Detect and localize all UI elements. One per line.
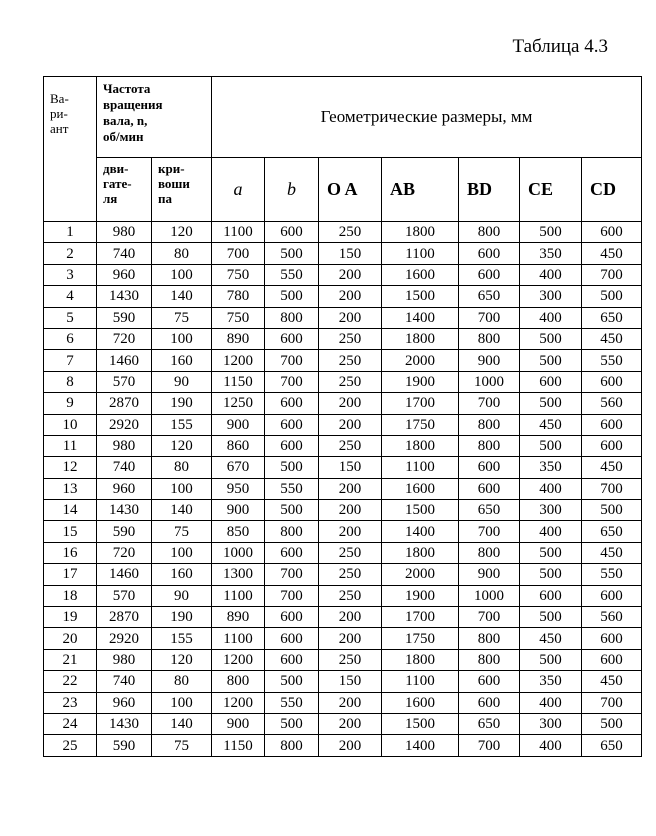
table-row xyxy=(44,649,642,670)
table-cell: 3 xyxy=(44,264,97,285)
header-geometry: Геометрические размеры, мм xyxy=(212,77,642,158)
table-row xyxy=(44,350,642,371)
table-cell: 400 xyxy=(520,264,582,285)
table-cell: 200 xyxy=(319,264,382,285)
header-dim-cd: CD xyxy=(582,158,642,222)
table-cell: 15 xyxy=(44,521,97,542)
table-cell: 500 xyxy=(265,500,319,521)
table-cell: 700 xyxy=(212,243,265,264)
table-cell: 1100 xyxy=(382,243,459,264)
table-cell: 500 xyxy=(520,607,582,628)
table-row xyxy=(44,243,642,264)
table-cell: 800 xyxy=(459,222,520,243)
table-cell: 100 xyxy=(152,542,212,563)
table-cell: 200 xyxy=(319,286,382,307)
table-cell: 400 xyxy=(520,735,582,756)
table-cell: 700 xyxy=(582,478,642,499)
table-cell: 1430 xyxy=(97,713,152,734)
table-cell: 21 xyxy=(44,649,97,670)
table-row xyxy=(44,264,642,285)
table-cell: 155 xyxy=(152,414,212,435)
table-cell: 1800 xyxy=(382,435,459,456)
table-cell: 450 xyxy=(582,671,642,692)
table-cell: 500 xyxy=(520,435,582,456)
table-cell: 19 xyxy=(44,607,97,628)
table-cell: 980 xyxy=(97,222,152,243)
table-cell: 980 xyxy=(97,649,152,670)
table-cell: 600 xyxy=(265,628,319,649)
table-cell: 4 xyxy=(44,286,97,307)
table-cell: 600 xyxy=(582,371,642,392)
table-cell: 500 xyxy=(265,671,319,692)
table-cell: 250 xyxy=(319,371,382,392)
table-cell: 1300 xyxy=(212,564,265,585)
table-cell: 800 xyxy=(459,649,520,670)
table-cell: 200 xyxy=(319,713,382,734)
table-cell: 700 xyxy=(459,307,520,328)
table-cell: 8 xyxy=(44,371,97,392)
table-cell: 850 xyxy=(212,521,265,542)
table-cell: 150 xyxy=(319,243,382,264)
table-cell: 300 xyxy=(520,500,582,521)
table-cell: 500 xyxy=(520,350,582,371)
table-cell: 16 xyxy=(44,542,97,563)
table-cell: 80 xyxy=(152,243,212,264)
table-cell: 960 xyxy=(97,478,152,499)
table-cell: 600 xyxy=(459,671,520,692)
table-cell: 100 xyxy=(152,692,212,713)
table-cell: 300 xyxy=(520,713,582,734)
table-cell: 600 xyxy=(265,393,319,414)
table-cell: 960 xyxy=(97,264,152,285)
table-cell: 500 xyxy=(520,222,582,243)
table-cell: 18 xyxy=(44,585,97,606)
table-cell: 155 xyxy=(152,628,212,649)
table-cell: 400 xyxy=(520,307,582,328)
table-cell: 700 xyxy=(459,735,520,756)
table-cell: 800 xyxy=(459,542,520,563)
table-cell: 600 xyxy=(265,328,319,349)
table-cell: 700 xyxy=(265,564,319,585)
table-row xyxy=(44,478,642,499)
table-cell: 250 xyxy=(319,649,382,670)
table-cell: 14 xyxy=(44,500,97,521)
header-dim-ce: CE xyxy=(520,158,582,222)
table-cell: 140 xyxy=(152,500,212,521)
table-cell: 700 xyxy=(459,393,520,414)
table-cell: 1700 xyxy=(382,393,459,414)
table-cell: 2870 xyxy=(97,393,152,414)
table-cell: 600 xyxy=(459,264,520,285)
table-cell: 800 xyxy=(459,435,520,456)
table-cell: 140 xyxy=(152,713,212,734)
table-cell: 6 xyxy=(44,328,97,349)
table-cell: 7 xyxy=(44,350,97,371)
table-cell: 900 xyxy=(212,414,265,435)
table-cell: 560 xyxy=(582,393,642,414)
table-cell: 1400 xyxy=(382,521,459,542)
table-cell: 1400 xyxy=(382,735,459,756)
table-cell: 720 xyxy=(97,328,152,349)
table-cell: 600 xyxy=(582,649,642,670)
table-cell: 860 xyxy=(212,435,265,456)
table-cell: 590 xyxy=(97,307,152,328)
table-row xyxy=(44,328,642,349)
table-cell: 900 xyxy=(459,564,520,585)
table-cell: 450 xyxy=(520,628,582,649)
table-cell: 250 xyxy=(319,435,382,456)
table-cell: 750 xyxy=(212,264,265,285)
table-cell: 650 xyxy=(459,286,520,307)
table-cell: 100 xyxy=(152,478,212,499)
table-cell: 800 xyxy=(459,414,520,435)
header-dim-ab: AB xyxy=(382,158,459,222)
table-cell: 1900 xyxy=(382,371,459,392)
table-cell: 2920 xyxy=(97,414,152,435)
table-cell: 800 xyxy=(265,521,319,542)
table-cell: 600 xyxy=(520,585,582,606)
table-cell: 500 xyxy=(520,542,582,563)
table-cell: 650 xyxy=(459,713,520,734)
table-cell: 550 xyxy=(265,692,319,713)
table-row xyxy=(44,307,642,328)
table-cell: 100 xyxy=(152,264,212,285)
header-dim-bd: BD xyxy=(459,158,520,222)
header-dim-b: b xyxy=(265,158,319,222)
table-cell: 1800 xyxy=(382,649,459,670)
table-cell: 1750 xyxy=(382,628,459,649)
table-row xyxy=(44,435,642,456)
table-cell: 200 xyxy=(319,393,382,414)
table-cell: 700 xyxy=(459,521,520,542)
table-cell: 1100 xyxy=(382,671,459,692)
table-cell: 600 xyxy=(265,435,319,456)
table-cell: 500 xyxy=(265,457,319,478)
table-cell: 600 xyxy=(265,414,319,435)
table-cell: 500 xyxy=(582,713,642,734)
table-cell: 1250 xyxy=(212,393,265,414)
table-cell: 150 xyxy=(319,671,382,692)
table-cell: 1000 xyxy=(212,542,265,563)
table-cell: 600 xyxy=(582,585,642,606)
table-row xyxy=(44,628,642,649)
table-cell: 500 xyxy=(265,286,319,307)
table-row xyxy=(44,607,642,628)
table-cell: 500 xyxy=(265,243,319,264)
data-table xyxy=(43,76,642,757)
table-cell: 740 xyxy=(97,457,152,478)
header-variant: Ва- ри- ант xyxy=(44,77,97,222)
table-cell: 2870 xyxy=(97,607,152,628)
table-cell: 1430 xyxy=(97,500,152,521)
table-cell: 800 xyxy=(459,628,520,649)
table-cell: 590 xyxy=(97,735,152,756)
table-cell: 200 xyxy=(319,521,382,542)
table-cell: 90 xyxy=(152,585,212,606)
table-cell: 500 xyxy=(520,564,582,585)
table-cell: 2000 xyxy=(382,350,459,371)
table-row xyxy=(44,222,642,243)
table-cell: 650 xyxy=(582,735,642,756)
table-cell: 800 xyxy=(265,307,319,328)
table-cell: 960 xyxy=(97,692,152,713)
table-cell: 700 xyxy=(265,371,319,392)
table-cell: 740 xyxy=(97,243,152,264)
table-cell: 800 xyxy=(265,735,319,756)
table-cell: 11 xyxy=(44,435,97,456)
table-cell: 1600 xyxy=(382,478,459,499)
table-cell: 700 xyxy=(582,692,642,713)
table-cell: 75 xyxy=(152,307,212,328)
table-cell: 2000 xyxy=(382,564,459,585)
table-cell: 190 xyxy=(152,607,212,628)
table-cell: 600 xyxy=(459,243,520,264)
table-body xyxy=(44,222,642,757)
table-cell: 120 xyxy=(152,222,212,243)
table-cell: 24 xyxy=(44,713,97,734)
table-cell: 450 xyxy=(582,328,642,349)
table-cell: 2920 xyxy=(97,628,152,649)
table-cell: 590 xyxy=(97,521,152,542)
table-cell: 12 xyxy=(44,457,97,478)
table-cell: 650 xyxy=(582,307,642,328)
table-cell: 650 xyxy=(582,521,642,542)
table-cell: 350 xyxy=(520,457,582,478)
table-cell: 22 xyxy=(44,671,97,692)
table-cell: 1800 xyxy=(382,222,459,243)
table-cell: 600 xyxy=(582,222,642,243)
table-cell: 720 xyxy=(97,542,152,563)
table-cell: 400 xyxy=(520,478,582,499)
table-row xyxy=(44,735,642,756)
table-cell: 740 xyxy=(97,671,152,692)
table-cell: 600 xyxy=(459,692,520,713)
table-cell: 550 xyxy=(582,350,642,371)
table-cell: 17 xyxy=(44,564,97,585)
table-cell: 75 xyxy=(152,521,212,542)
table-cell: 1460 xyxy=(97,564,152,585)
table-cell: 200 xyxy=(319,735,382,756)
table-cell: 450 xyxy=(582,457,642,478)
table-cell: 1750 xyxy=(382,414,459,435)
table-cell: 900 xyxy=(459,350,520,371)
table-cell: 75 xyxy=(152,735,212,756)
table-cell: 570 xyxy=(97,371,152,392)
table-cell: 700 xyxy=(265,585,319,606)
table-cell: 350 xyxy=(520,671,582,692)
table-cell: 500 xyxy=(582,286,642,307)
table-row xyxy=(44,713,642,734)
table-cell: 550 xyxy=(265,264,319,285)
table-cell: 670 xyxy=(212,457,265,478)
table-cell: 1200 xyxy=(212,692,265,713)
table-cell: 600 xyxy=(459,478,520,499)
table-row xyxy=(44,671,642,692)
table-cell: 1100 xyxy=(212,585,265,606)
table-cell: 450 xyxy=(520,414,582,435)
table-cell: 950 xyxy=(212,478,265,499)
table-cell: 650 xyxy=(459,500,520,521)
table-row xyxy=(44,393,642,414)
table-cell: 1500 xyxy=(382,713,459,734)
table-cell: 2 xyxy=(44,243,97,264)
table-cell: 600 xyxy=(265,607,319,628)
table-cell: 80 xyxy=(152,457,212,478)
table-row xyxy=(44,585,642,606)
table-cell: 300 xyxy=(520,286,582,307)
table-cell: 250 xyxy=(319,328,382,349)
table-row xyxy=(44,457,642,478)
table-cell: 190 xyxy=(152,393,212,414)
table-cell: 500 xyxy=(520,393,582,414)
table-cell: 750 xyxy=(212,307,265,328)
table-cell: 780 xyxy=(212,286,265,307)
table-row xyxy=(44,542,642,563)
table-cell: 450 xyxy=(582,243,642,264)
table-cell: 560 xyxy=(582,607,642,628)
table-row xyxy=(44,521,642,542)
table-cell: 1800 xyxy=(382,542,459,563)
header-crank: кри- воши па xyxy=(152,158,212,222)
table-cell: 1100 xyxy=(212,628,265,649)
header-dim-oa: O A xyxy=(319,158,382,222)
table-cell: 200 xyxy=(319,307,382,328)
table-cell: 800 xyxy=(459,328,520,349)
table-cell: 700 xyxy=(582,264,642,285)
table-cell: 250 xyxy=(319,542,382,563)
table-cell: 550 xyxy=(582,564,642,585)
header-engine: дви- гате- ля xyxy=(97,158,152,222)
table-cell: 600 xyxy=(265,649,319,670)
table-cell: 1100 xyxy=(382,457,459,478)
header-frequency: Частота вращения вала, n, об/мин xyxy=(97,77,212,158)
table-cell: 1150 xyxy=(212,735,265,756)
table-row xyxy=(44,692,642,713)
table-cell: 1100 xyxy=(212,222,265,243)
table-cell: 1430 xyxy=(97,286,152,307)
header-dim-a: a xyxy=(212,158,265,222)
table-cell: 1460 xyxy=(97,350,152,371)
table-row xyxy=(44,371,642,392)
table-cell: 450 xyxy=(582,542,642,563)
table-cell: 200 xyxy=(319,607,382,628)
table-cell: 200 xyxy=(319,478,382,499)
table-cell: 1150 xyxy=(212,371,265,392)
table-cell: 1600 xyxy=(382,692,459,713)
table-cell: 500 xyxy=(265,713,319,734)
table-cell: 700 xyxy=(459,607,520,628)
table-cell: 570 xyxy=(97,585,152,606)
table-cell: 1200 xyxy=(212,350,265,371)
table-cell: 5 xyxy=(44,307,97,328)
table-cell: 800 xyxy=(212,671,265,692)
table-cell: 600 xyxy=(265,222,319,243)
table-cell: 23 xyxy=(44,692,97,713)
table-cell: 1 xyxy=(44,222,97,243)
table-cell: 90 xyxy=(152,371,212,392)
table-cell: 160 xyxy=(152,350,212,371)
table-cell: 1600 xyxy=(382,264,459,285)
table-cell: 600 xyxy=(582,414,642,435)
table-cell: 10 xyxy=(44,414,97,435)
table-cell: 140 xyxy=(152,286,212,307)
table-cell: 150 xyxy=(319,457,382,478)
table-cell: 890 xyxy=(212,328,265,349)
table-caption: Таблица 4.3 xyxy=(512,36,608,57)
table-cell: 120 xyxy=(152,435,212,456)
table-cell: 250 xyxy=(319,564,382,585)
table-cell: 200 xyxy=(319,628,382,649)
table-cell: 120 xyxy=(152,649,212,670)
table-cell: 20 xyxy=(44,628,97,649)
table-row xyxy=(44,500,642,521)
table-cell: 1400 xyxy=(382,307,459,328)
table-cell: 1800 xyxy=(382,328,459,349)
table-cell: 100 xyxy=(152,328,212,349)
table-row xyxy=(44,564,642,585)
table-cell: 500 xyxy=(520,649,582,670)
table-cell: 600 xyxy=(520,371,582,392)
table-cell: 1200 xyxy=(212,649,265,670)
table-cell: 1900 xyxy=(382,585,459,606)
table-cell: 1700 xyxy=(382,607,459,628)
table-cell: 1500 xyxy=(382,500,459,521)
table-cell: 900 xyxy=(212,500,265,521)
table-cell: 900 xyxy=(212,713,265,734)
table-cell: 700 xyxy=(265,350,319,371)
table-cell: 600 xyxy=(582,435,642,456)
table-cell: 600 xyxy=(582,628,642,649)
table-cell: 400 xyxy=(520,521,582,542)
table-cell: 200 xyxy=(319,414,382,435)
table-cell: 13 xyxy=(44,478,97,499)
table-cell: 1000 xyxy=(459,371,520,392)
table-cell: 1000 xyxy=(459,585,520,606)
table-row xyxy=(44,414,642,435)
table-cell: 25 xyxy=(44,735,97,756)
table-cell: 250 xyxy=(319,222,382,243)
table-cell: 80 xyxy=(152,671,212,692)
table-row xyxy=(44,286,642,307)
table-cell: 250 xyxy=(319,585,382,606)
table-cell: 980 xyxy=(97,435,152,456)
table-cell: 500 xyxy=(520,328,582,349)
table-cell: 400 xyxy=(520,692,582,713)
table-cell: 160 xyxy=(152,564,212,585)
table-cell: 600 xyxy=(459,457,520,478)
table-cell: 200 xyxy=(319,692,382,713)
table-cell: 250 xyxy=(319,350,382,371)
table-cell: 200 xyxy=(319,500,382,521)
table-cell: 890 xyxy=(212,607,265,628)
table-cell: 600 xyxy=(265,542,319,563)
table-cell: 550 xyxy=(265,478,319,499)
table-cell: 1500 xyxy=(382,286,459,307)
table-cell: 500 xyxy=(582,500,642,521)
table-cell: 350 xyxy=(520,243,582,264)
table-cell: 9 xyxy=(44,393,97,414)
